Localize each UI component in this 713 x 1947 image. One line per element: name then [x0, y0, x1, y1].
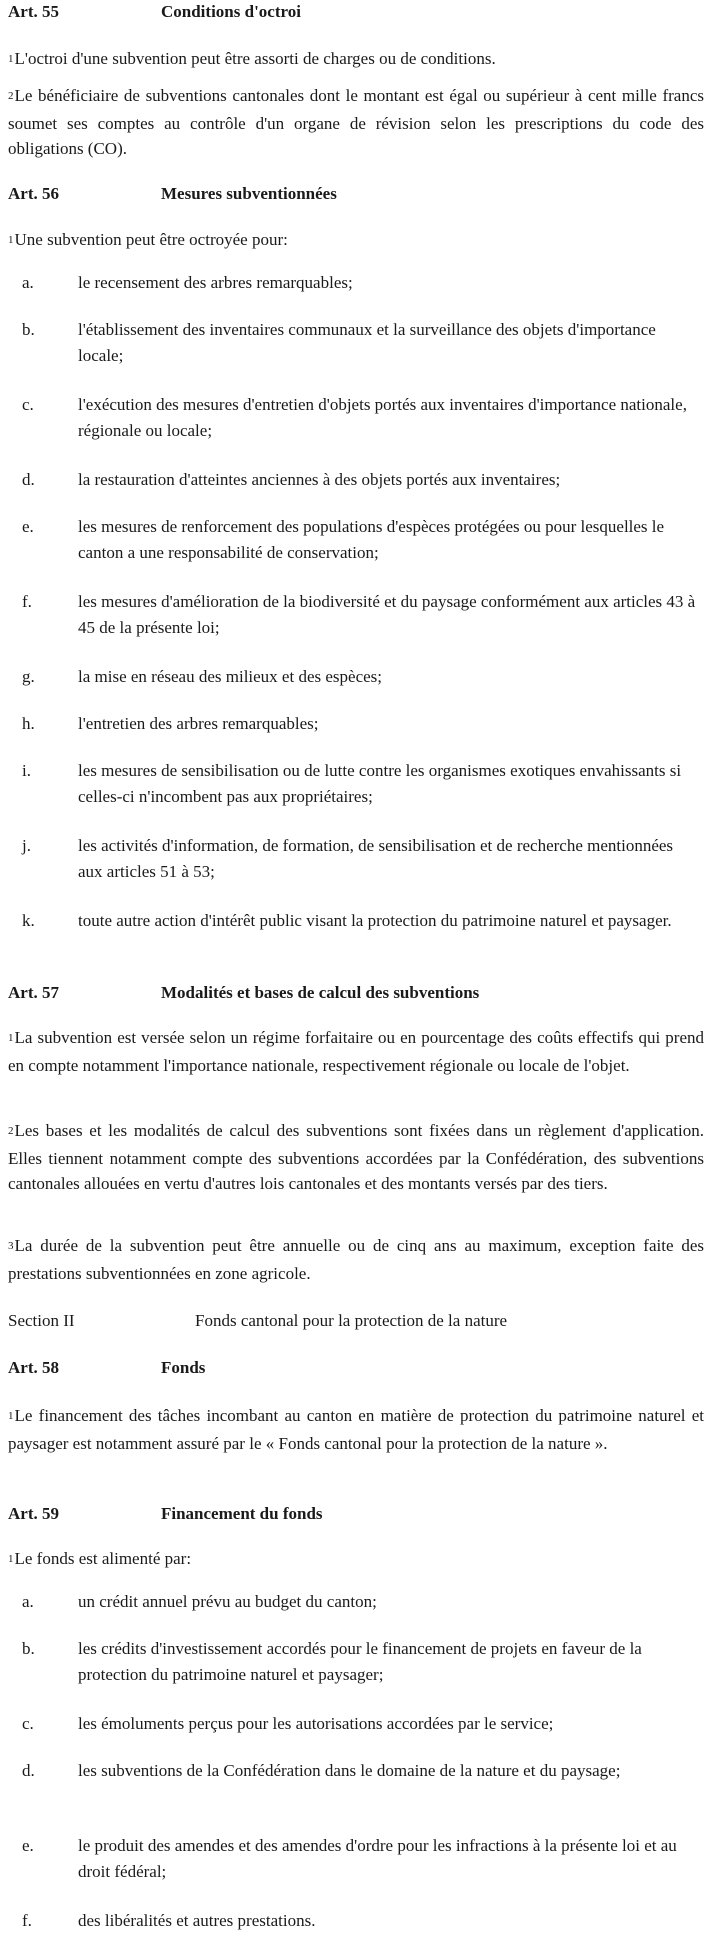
list-item-letter: a. — [22, 1592, 34, 1611]
list-item-text: un crédit annuel prévu au budget du canton; — [78, 1592, 377, 1611]
list-item-text: toute autre action d'intérêt public visant la protection du patrimoine naturel et paysager. — [78, 911, 672, 930]
list-item-text: l'entretien des arbres remarquables; — [78, 714, 319, 733]
paragraph-number: 1 — [8, 1553, 14, 1565]
paragraph-number: 1 — [8, 1032, 14, 1044]
list-item-letter: e. — [22, 517, 34, 536]
list-item-letter: k. — [22, 911, 35, 930]
article-55-paragraph-1 — [8, 46, 704, 74]
list-item-letter: i. — [22, 761, 31, 780]
article-59-paragraph-1 — [8, 1546, 704, 1574]
list-item-text: la restauration d'atteintes anciennes à des objets portés aux inventaires; — [78, 470, 561, 489]
paragraph-number: 1 — [8, 53, 14, 65]
article-56-title: Mesures subventionnées — [161, 184, 337, 203]
paragraph-text: Le bénéficiaire de subventions cantonales dont le montant est égal ou supérieur à cent mille francs soumet ses comptes au contrôle d'un organe de révision selon les prescriptions du code des obligations (CO). — [8, 86, 704, 158]
paragraph-text: L'octroi d'une subvention peut être assorti de charges ou de conditions. — [14, 49, 496, 68]
paragraph-number: 2 — [8, 1125, 14, 1137]
paragraph-text: La durée de la subvention peut être annuelle ou de cinq ans au maximum, exception faite des prestations subventionnées en zone agricole. — [8, 1236, 704, 1283]
list-item-text: les mesures de renforcement des populations d'espèces protégées ou pour lesquelles le canton a une responsabilité de conservation; — [78, 517, 665, 562]
paragraph-text: Le financement des tâches incombant au canton en matière de protection du patrimoine naturel et paysager est notamment assuré par le « Fonds cantonal pour la protection de la nature ». — [8, 1406, 704, 1453]
paragraph-text: Les bases et les modalités de calcul des subventions sont fixées dans un règlement d'application. Elles tiennent notamment compte des subventions accordées par la Confédération, des subventions cantonales allouées en vertu d'autres lois cantonales et des montants versés par des tiers. — [8, 1121, 704, 1193]
list-item-letter: d. — [22, 1761, 35, 1780]
article-57-paragraph-1 — [8, 1025, 704, 1078]
paragraph-number: 1 — [8, 1410, 14, 1422]
list-item-letter: f. — [22, 1911, 32, 1930]
article-56-paragraph-1 — [8, 227, 704, 255]
article-59-title: Financement du fonds — [161, 1504, 323, 1523]
article-58-label: Art. 58 — [8, 1358, 59, 1377]
list-item-text: les subventions de la Confédération dans le domaine de la nature et du paysage; — [78, 1761, 621, 1780]
article-58-title: Fonds — [161, 1358, 206, 1377]
article-57-title: Modalités et bases de calcul des subventions — [161, 983, 480, 1002]
article-55-paragraph-2 — [8, 83, 704, 161]
paragraph-text: Une subvention peut être octroyée pour: — [14, 230, 288, 249]
list-item-text: la mise en réseau des milieux et des espèces; — [78, 667, 382, 686]
list-item-text: les émoluments perçus pour les autorisations accordées par le service; — [78, 1714, 554, 1733]
section-title: Fonds cantonal pour la protection de la nature — [195, 1311, 508, 1330]
list-item-text: les mesures d'amélioration de la biodiversité et du paysage conformément aux articles 43 à 45 de la présente loi; — [78, 592, 696, 637]
paragraph-text: Le fonds est alimenté par: — [14, 1549, 192, 1568]
section-label: Section II — [8, 1311, 75, 1330]
paragraph-text: La subvention est versée selon un régime forfaitaire ou en pourcentage des coûts effectifs qui prend en compte notamment l'importance nationale, respectivement régionale ou locale de l'objet. — [8, 1028, 704, 1075]
list-item-text: le recensement des arbres remarquables; — [78, 273, 353, 292]
paragraph-number: 1 — [8, 234, 14, 246]
list-item-letter: j. — [22, 836, 31, 855]
article-57-label: Art. 57 — [8, 983, 59, 1002]
article-56-label: Art. 56 — [8, 184, 59, 203]
paragraph-number: 2 — [8, 90, 14, 102]
paragraph-number: 3 — [8, 1240, 14, 1252]
article-57-paragraph-3 — [8, 1233, 704, 1286]
article-58-paragraph-1 — [8, 1403, 704, 1456]
article-55-title: Conditions d'octroi — [161, 2, 301, 21]
article-57-paragraph-2 — [8, 1118, 704, 1196]
list-item-letter: b. — [22, 320, 35, 339]
list-item-text: les activités d'information, de formation, de sensibilisation et de recherche mentionnées aux articles 51 à 53; — [78, 836, 674, 881]
article-59-label: Art. 59 — [8, 1504, 59, 1523]
list-item-text: le produit des amendes et des amendes d'ordre pour les infractions à la présente loi et au droit fédéral; — [78, 1836, 677, 1881]
list-item-text: les crédits d'investissement accordés pour le financement de projets en faveur de la protection du patrimoine naturel et paysager; — [78, 1639, 642, 1684]
list-item-letter: e. — [22, 1836, 34, 1855]
list-item-letter: b. — [22, 1639, 35, 1658]
list-item-text: les mesures de sensibilisation ou de lutte contre les organismes exotiques envahissants si celles-ci n'incombent pas aux propriétaires; — [78, 761, 682, 806]
list-item-letter: h. — [22, 714, 35, 733]
list-item-letter: g. — [22, 667, 35, 686]
list-item-text: l'exécution des mesures d'entretien d'objets portés aux inventaires d'importance nationale, régionale ou locale; — [78, 395, 687, 440]
list-item-letter: c. — [22, 395, 34, 414]
list-item-letter: c. — [22, 1714, 34, 1733]
list-item-letter: d. — [22, 470, 35, 489]
article-55-label: Art. 55 — [8, 2, 59, 21]
list-item-letter: a. — [22, 273, 34, 292]
list-item-letter: f. — [22, 592, 32, 611]
list-item-text: l'établissement des inventaires communaux et la surveillance des objets d'importance locale; — [78, 320, 656, 365]
list-item-text: des libéralités et autres prestations. — [78, 1911, 316, 1930]
